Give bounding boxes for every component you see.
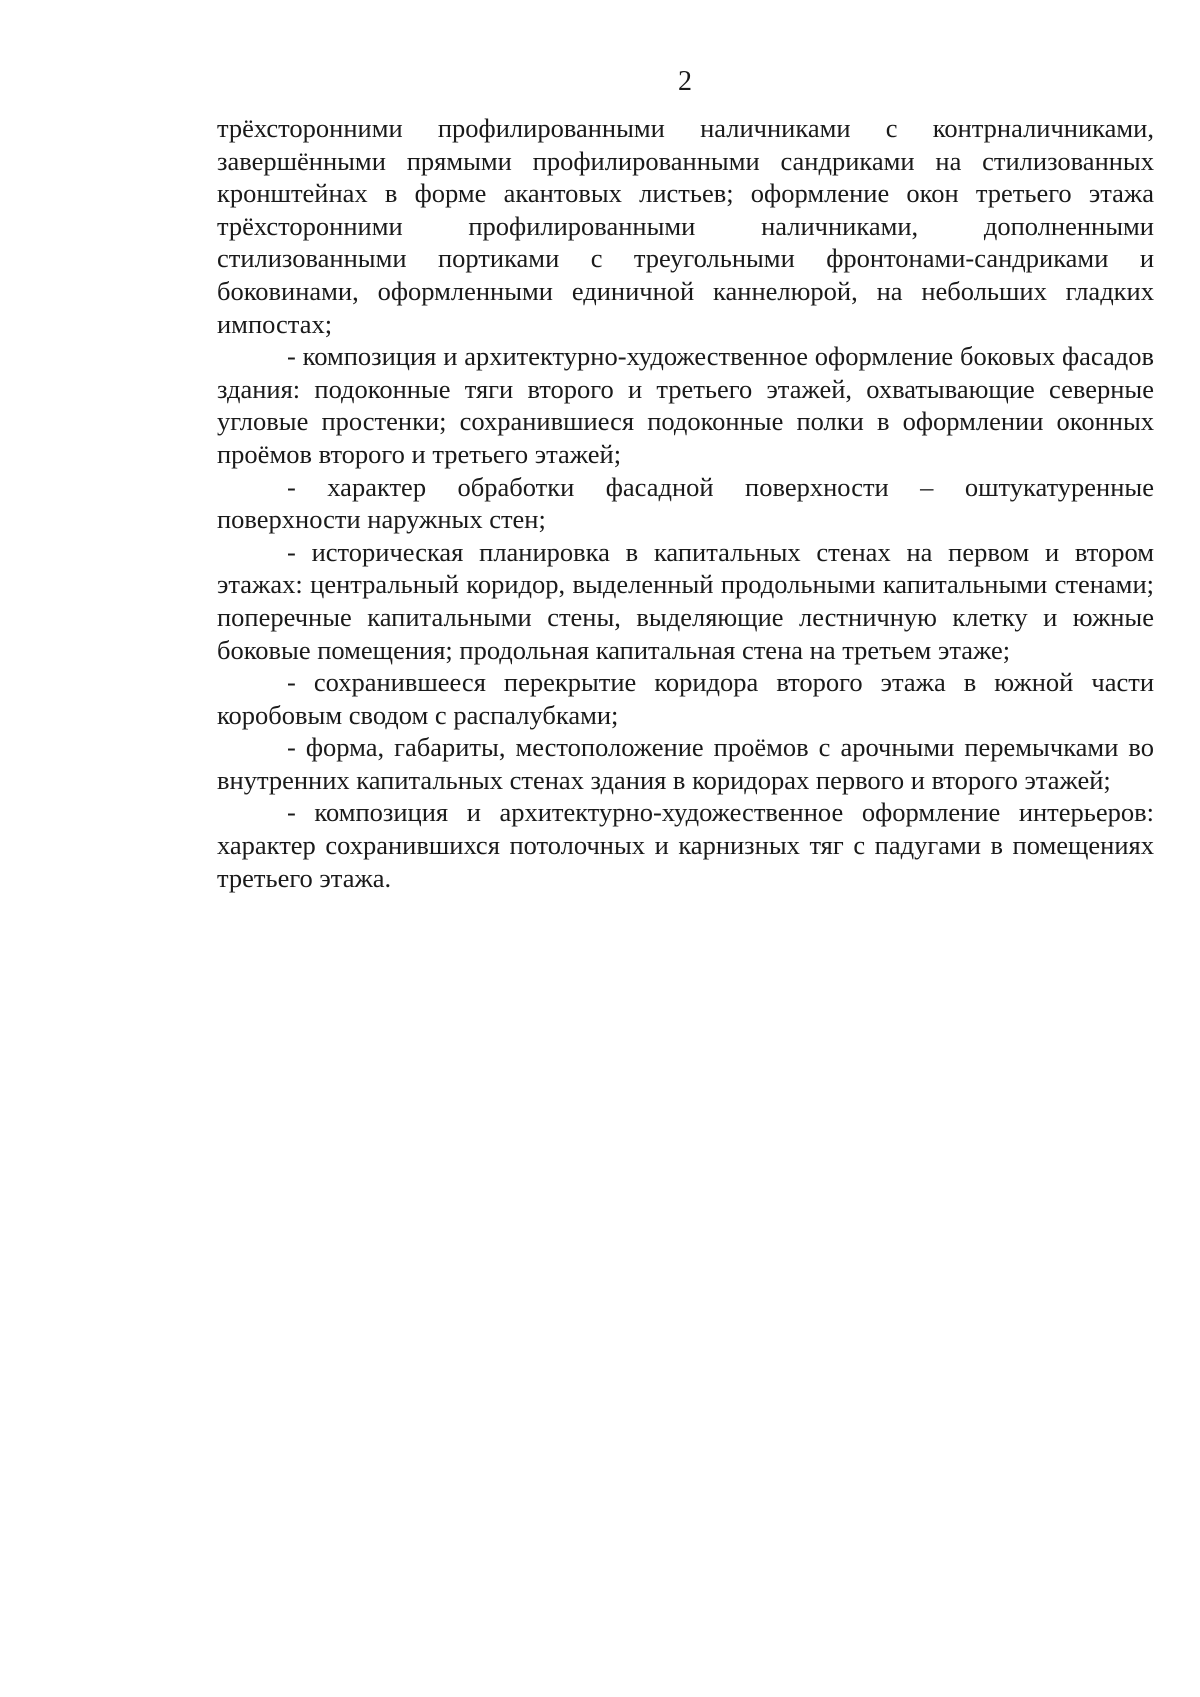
list-item-historic-layout: - историческая планировка в капитальных стенах на первом и втором этажах: центральный коридор, выделенный продольными капитальными стенами; поперечные капитальными стены, выделяющие лестничную клетку и южные боковые помещения; продольная капитальная стена на третьем этаже; bbox=[217, 536, 1154, 665]
document-body bbox=[217, 112, 1154, 894]
list-item-arched-openings: - форма, габариты, местоположение проёмов с арочными перемычками во внутренних капитальных стенах здания в коридорах первого и второго этажей; bbox=[217, 732, 1154, 795]
page-number: 2 bbox=[678, 66, 692, 97]
list-item-surface-treatment: - характер обработки фасадной поверхности – оштукатуренные поверхности наружных стен; bbox=[217, 471, 1154, 535]
list-item-side-facades: - композиция и архитектурно-художественное оформление боковых фасадов здания: подоконные тяги второго и третьего этажей, охватывающие северные угловые простенки; сохранившиеся подоконные полки в оформлении оконных проёмов второго и третьего этажей; bbox=[217, 341, 1154, 469]
list-item-interiors: - композиция и архитектурно-художественное оформление интерьеров: характер сохранившихся потолочных и карнизных тяг с падугами в помещениях третьего этажа. bbox=[217, 797, 1154, 893]
paragraph-continuation: трёхсторонними профилированными наличниками с контрналичниками, завершёнными прямыми профилированными сандриками на стилизованных кронштейнах в форме акантовых листьев; оформление окон третьего этажа трёхсторонними профилированными наличниками, дополненными стилизованными портиками с треугольными фронтонами-сандриками и боковинами, оформленными единичной каннелюрой, на небольших гладких импостах; bbox=[217, 113, 1154, 339]
list-item-corridor-vault: - сохранившееся перекрытие коридора второго этажа в южной части коробовым сводом с распалубками; bbox=[217, 667, 1154, 730]
